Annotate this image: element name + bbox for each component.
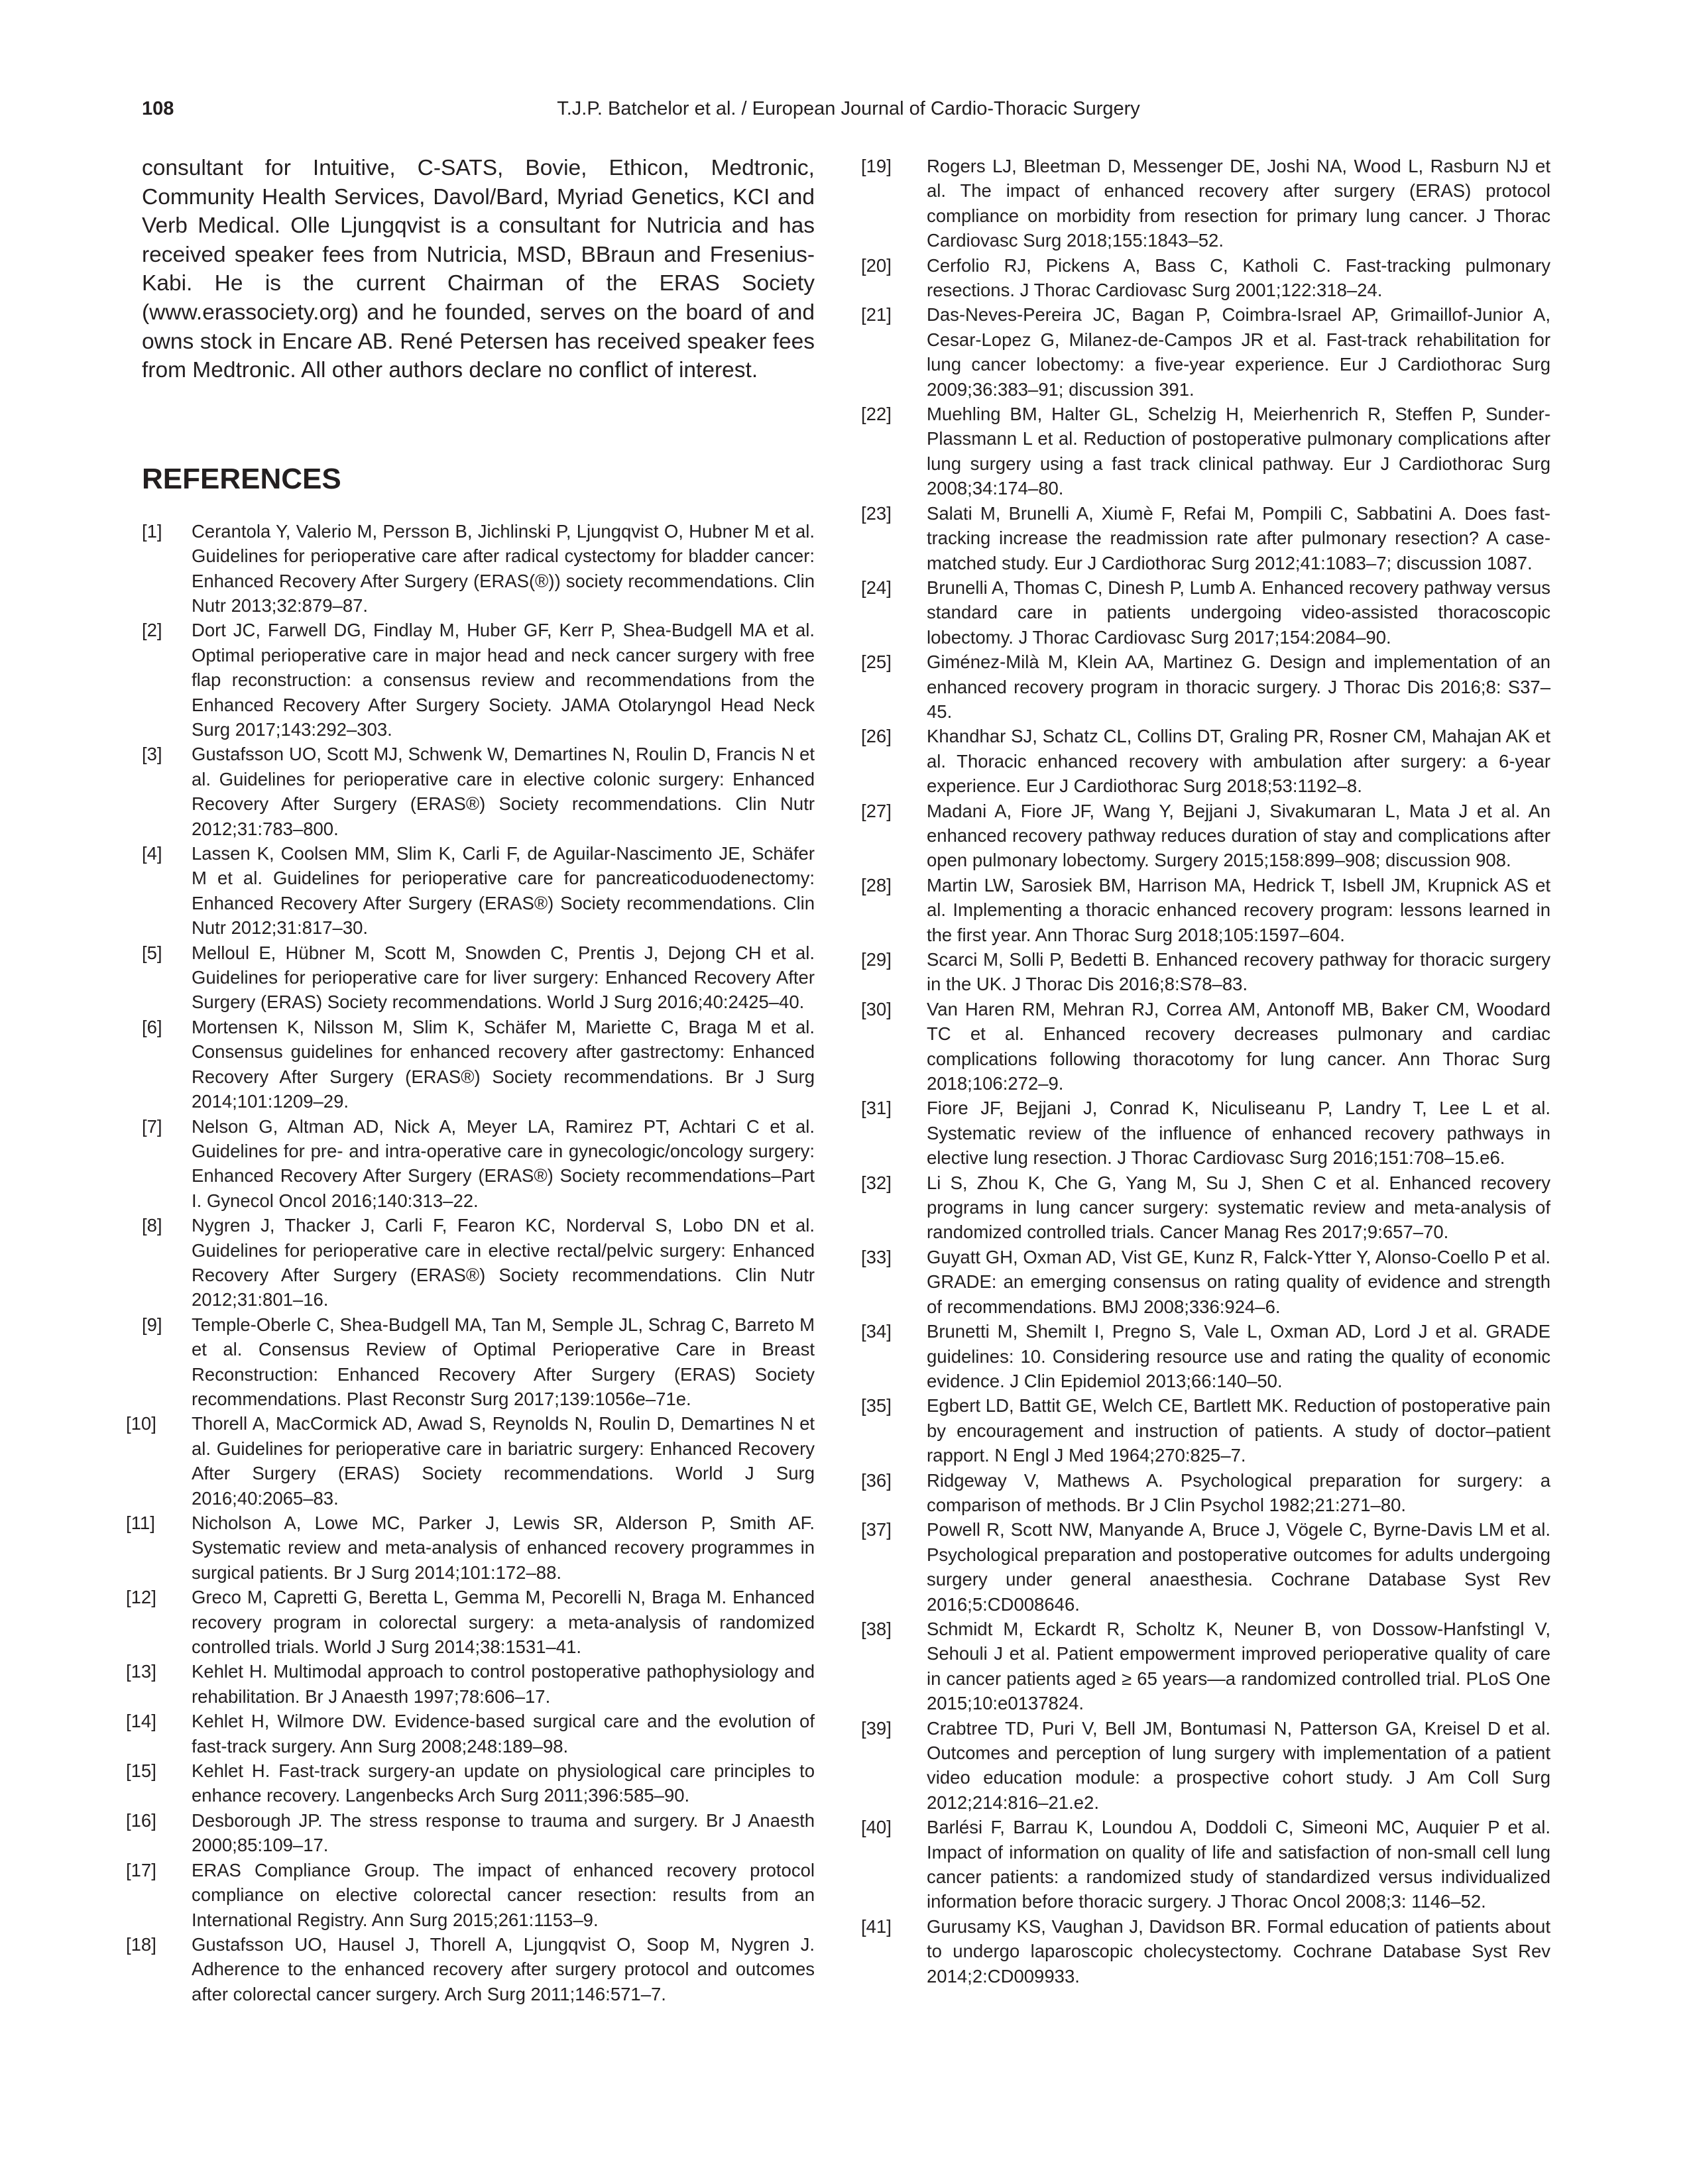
reference-item [126, 1511, 815, 1585]
reference-item [126, 1758, 815, 1808]
page-number: 108 [142, 98, 174, 119]
reference-text: Scarci M, Solli P, Bedetti B. Enhanced recovery pathway for thoracic surgery in the UK. J Thorac Dis 2016;8:S78–83. [927, 949, 1550, 995]
references-heading: REFERENCES [142, 462, 341, 495]
reference-item [861, 1393, 1550, 1467]
reference-item [142, 841, 815, 941]
reference-item [126, 1709, 815, 1758]
reference-text: Giménez-Milà M, Klein AA, Martinez G. Design and implementation of an enhanced recovery program in thoracic surgery. J Thorac Dis 2016;8: S37–45. [927, 652, 1550, 722]
reference-text: Mortensen K, Nilsson M, Slim K, Schäfer M, Mariette C, Braga M et al. Consensus guidelines for enhanced recovery after gastrectomy: Enhanced Recovery After Surgery (ERAS®) Society recommendations. Br J Surg 2014;101:1209–29. [192, 1016, 815, 1112]
reference-number: [26] [861, 726, 892, 747]
reference-number: [12] [126, 1587, 156, 1608]
reference-item [861, 1815, 1550, 1914]
reference-text: Li S, Zhou K, Che G, Yang M, Su J, Shen C et al. Enhanced recovery programs in lung cancer surgery: systematic review and meta-analysis of randomized controlled trials. Cancer Manag Res 2017;9:657–70. [927, 1172, 1550, 1243]
reference-number: [41] [861, 1916, 892, 1937]
reference-item [142, 742, 815, 841]
reference-text: Barlési F, Barrau K, Loundou A, Doddoli C, Simeoni MC, Auquier P et al. Impact of information on quality of life and satisfaction of non-small cell lung cancer patients: a randomized study of standardized versus individualized information before thoracic surgery. J Thorac Oncol 2008;3: 1146–52. [927, 1817, 1550, 1912]
reference-number: [23] [861, 502, 892, 524]
reference-item [861, 1096, 1550, 1170]
reference-number: [16] [126, 1810, 156, 1831]
reference-number: [24] [861, 577, 892, 598]
reference-item [861, 302, 1550, 402]
reference-text: Brunelli A, Thomas C, Dinesh P, Lumb A. Enhanced recovery pathway versus standard care in patients undergoing video-assisted thoracoscopic lobectomy. J Thorac Cardiovasc Surg 2017;154:2084–90. [927, 577, 1550, 648]
reference-number: [4] [142, 843, 162, 864]
reference-number: [27] [861, 800, 892, 821]
reference-item [861, 402, 1550, 501]
reference-number: [5] [142, 942, 162, 963]
reference-item [142, 1114, 815, 1214]
reference-number: [19] [861, 156, 892, 176]
reference-number: [14] [126, 1711, 156, 1732]
reference-number: [36] [861, 1469, 892, 1491]
reference-number: [11] [126, 1513, 155, 1533]
right-column [861, 154, 1550, 1988]
reference-text: Thorell A, MacCormick AD, Awad S, Reynolds N, Roulin D, Demartines N et al. Guidelines for perioperative care in bariatric surgery: Enhanced Recovery After Surgery (ERAS) Society recommendations. World J Surg 2016;40:2065–83. [192, 1413, 815, 1509]
reference-number: [15] [126, 1760, 156, 1782]
reference-item [142, 941, 815, 1015]
reference-item [126, 1585, 815, 1659]
reference-number: [2] [142, 620, 162, 641]
reference-number: [34] [861, 1321, 892, 1342]
running-head: T.J.P. Batchelor et al. / European Journal of Cardio-Thoracic Surgery [557, 98, 1140, 119]
reference-item [142, 1312, 815, 1412]
reference-item [861, 1914, 1550, 1988]
reference-number: [7] [142, 1116, 162, 1137]
reference-text: ERAS Compliance Group. The impact of enhanced recovery protocol compliance on elective colorectal cancer resection: results from an International Registry. Ann Surg 2015;261:1153–9. [192, 1859, 815, 1930]
reference-text: Schmidt M, Eckardt R, Scholtz K, Neuner B, von Dossow-Hanfstingl V, Sehouli J et al. Patient empowerment improved perioperative quality of care in cancer patients aged ≥ 65 years—a randomized controlled trial. PLoS One 2015;10:e0137824. [927, 1618, 1550, 1714]
reference-item [861, 1517, 1550, 1617]
reference-item [861, 1716, 1550, 1815]
reference-text: Kehlet H, Wilmore DW. Evidence-based surgical care and the evolution of fast-track surgery. Ann Surg 2008;248:189–98. [192, 1711, 815, 1756]
reference-list-right [861, 154, 1550, 1988]
reference-item [142, 618, 815, 742]
reference-text: Gustafsson UO, Scott MJ, Schwenk W, Demartines N, Roulin D, Francis N et al. Guidelines for perioperative care in elective colonic surgery: Enhanced Recovery After Surgery (ERAS®) Society recommendations. Clin Nutr 2012;31:783–800. [192, 744, 815, 839]
reference-number: [31] [861, 1098, 892, 1119]
reference-item [861, 154, 1550, 253]
reference-text: Dort JC, Farwell DG, Findlay M, Huber GF, Kerr P, Shea-Budgell MA et al. Optimal perioperative care in major head and neck cancer surgery with free flap reconstruction: a consensus review and recommendations from the Enhanced Recovery After Surgery Society. JAMA Otolaryngol Head Neck Surg 2017;143:292–303. [192, 620, 815, 740]
reference-text: Rogers LJ, Bleetman D, Messenger DE, Joshi NA, Wood L, Rasburn NJ et al. The impact of enhanced recovery after surgery (ERAS) protocol compliance on morbidity from resection for primary lung cancer. J Thorac Cardiovasc Surg 2018;155:1843–52. [927, 156, 1550, 251]
reference-text: Gustafsson UO, Hausel J, Thorell A, Ljungqvist O, Soop M, Nygren J. Adherence to the enhanced recovery after surgery protocol and outcomes after colorectal cancer surgery. Arch Surg 2011;146:571–7. [192, 1933, 815, 2004]
reference-item [142, 1213, 815, 1312]
reference-text: Van Haren RM, Mehran RJ, Correa AM, Antonoff MB, Baker CM, Woodard TC et al. Enhanced recovery decreases pulmonary and cardiac complications following thoracotomy for lung cancer. Ann Thorac Surg 2018;106:272–9. [927, 998, 1550, 1094]
reference-item [861, 997, 1550, 1096]
reference-text: Lassen K, Coolsen MM, Slim K, Carli F, de Aguilar-Nascimento JE, Schäfer M et al. Guidelines for perioperative care for pancreaticoduodenectomy: Enhanced Recovery After Surgery (ERAS®) Society recommendations. Clin Nutr 2012;31:817–30. [192, 843, 815, 939]
reference-item [861, 873, 1550, 947]
reference-number: [40] [861, 1817, 892, 1838]
reference-item [861, 799, 1550, 873]
reference-number: [20] [861, 255, 892, 276]
reference-number: [10] [126, 1413, 156, 1434]
reference-item [861, 1617, 1550, 1716]
reference-text: Nicholson A, Lowe MC, Parker J, Lewis SR, Alderson P, Smith AF. Systematic review and meta-analysis of enhanced recovery programmes in surgical patients. Br J Surg 2014;101:172–88. [192, 1513, 815, 1583]
reference-text: Ridgeway V, Mathews A. Psychological preparation for surgery: a comparison of methods. Br J Clin Psychol 1982;21:271–80. [927, 1469, 1550, 1515]
reference-item [861, 1468, 1550, 1518]
reference-item [861, 947, 1550, 997]
reference-item [126, 1858, 815, 1932]
reference-item [861, 1171, 1550, 1245]
reference-number: [37] [861, 1519, 892, 1540]
left-column [126, 154, 815, 2006]
reference-list-left [126, 519, 815, 2006]
reference-number: [35] [861, 1395, 892, 1416]
reference-text: Madani A, Fiore JF, Wang Y, Bejjani J, Sivakumaran L, Mata J et al. An enhanced recovery pathway reduces duration of stay and complications after open pulmonary lobectomy. Surgery 2015;158:899–908; discussion 908. [927, 800, 1550, 871]
reference-number: [38] [861, 1618, 892, 1639]
reference-text: Desborough JP. The stress response to trauma and surgery. Br J Anaesth 2000;85:109–17. [192, 1810, 815, 1856]
reference-number: [1] [142, 520, 162, 542]
reference-number: [32] [861, 1172, 892, 1193]
reference-number: [3] [142, 744, 162, 765]
reference-text: Cerantola Y, Valerio M, Persson B, Jichlinski P, Ljungqvist O, Hubner M et al. Guidelines for perioperative care after radical cystectomy for bladder cancer: Enhanced Recovery After Surgery (ERAS(®)) society recommendations. Clin Nutr 2013;32:879–87. [192, 520, 815, 616]
reference-item [142, 1015, 815, 1114]
reference-text: Kehlet H. Multimodal approach to control postoperative pathophysiology and rehabilitation. Br J Anaesth 1997;78:606–17. [192, 1661, 815, 1707]
reference-text: Khandhar SJ, Schatz CL, Collins DT, Graling PR, Rosner CM, Mahajan AK et al. Thoracic enhanced recovery with ambulation after surgery: a 6-year experience. Eur J Cardiothorac Surg 2018;53:1192–8. [927, 726, 1550, 797]
reference-text: Muehling BM, Halter GL, Schelzig H, Meierhenrich R, Steffen P, Sunder-Plassmann L et al. Reduction of postoperative pulmonary complications after lung surgery using a fast track clinical pathway. Eur J Cardiothorac Surg 2008;34:174–80. [927, 404, 1550, 499]
reference-text: Melloul E, Hübner M, Scott M, Snowden C, Prentis J, Dejong CH et al. Guidelines for perioperative care for liver surgery: Enhanced Recovery After Surgery (ERAS) Society recommendations. World J Surg 2016;40:2425–40. [192, 942, 815, 1013]
reference-item [126, 1808, 815, 1858]
page-header [142, 94, 1555, 123]
reference-number: [33] [861, 1246, 892, 1267]
reference-item [861, 1319, 1550, 1393]
reference-number: [17] [126, 1859, 156, 1880]
reference-item [142, 519, 815, 618]
reference-number: [29] [861, 949, 892, 970]
reference-number: [9] [142, 1314, 162, 1335]
reference-text: Crabtree TD, Puri V, Bell JM, Bontumasi N, Patterson GA, Kreisel D et al. Outcomes and perception of lung surgery with implementation of a patient video education module: a prospective cohort study. J Am Coll Surg 2012;214:816–21.e2. [927, 1717, 1550, 1813]
reference-number: [8] [142, 1215, 162, 1236]
reference-item [861, 1245, 1550, 1319]
reference-text: Salati M, Brunelli A, Xiumè F, Refai M, Pompili C, Sabbatini A. Does fast-tracking increase the readmission rate after pulmonary resection? A case-matched study. Eur J Cardiothorac Surg 2012;41:1083–7; discussion 1087. [927, 502, 1550, 573]
reference-text: Brunetti M, Shemilt I, Pregno S, Vale L, Oxman AD, Lord J et al. GRADE guidelines: 10. Considering resource use and rating the quality of economic evidence. J Clin Epidemiol 2013;66:140–50. [927, 1321, 1550, 1391]
reference-text: Greco M, Capretti G, Beretta L, Gemma M, Pecorelli N, Braga M. Enhanced recovery program in colorectal surgery: a meta-analysis of randomized controlled trials. World J Surg 2014;38:1531–41. [192, 1587, 815, 1658]
reference-number: [13] [126, 1661, 156, 1682]
reference-text: Powell R, Scott NW, Manyande A, Bruce J, Vögele C, Byrne-Davis LM et al. Psychological preparation and postoperative outcomes for adults undergoing surgery under general anaesthesia. Cochrane Database Syst Rev 2016;5:CD008646. [927, 1519, 1550, 1615]
reference-text: Gurusamy KS, Vaughan J, Davidson BR. Formal education of patients about to undergo laparoscopic cholecystectomy. Cochrane Database Syst Rev 2014;2:CD009933. [927, 1916, 1550, 1986]
reference-item [861, 650, 1550, 724]
reference-number: [25] [861, 652, 892, 673]
reference-number: [21] [861, 304, 892, 325]
reference-number: [22] [861, 404, 892, 425]
reference-item [861, 724, 1550, 798]
reference-text: Nygren J, Thacker J, Carli F, Fearon KC, Norderval S, Lobo DN et al. Guidelines for perioperative care in elective rectal/pelvic surgery: Enhanced Recovery After Surgery (ERAS®) Society recommendations. Clin Nutr 2012;31:801–16. [192, 1215, 815, 1310]
reference-item [861, 501, 1550, 575]
reference-text: Egbert LD, Battit GE, Welch CE, Bartlett MK. Reduction of postoperative pain by encouragement and instruction of patients. A study of doctor–patient rapport. N Engl J Med 1964;270:825–7. [927, 1395, 1550, 1466]
reference-text: Guyatt GH, Oxman AD, Vist GE, Kunz R, Falck-Ytter Y, Alonso-Coello P et al. GRADE: an emerging consensus on rating quality of evidence and strength of recommendations. BMJ 2008;336:924–6. [927, 1246, 1550, 1317]
conflict-of-interest-paragraph: consultant for Intuitive, C-SATS, Bovie, Ethicon, Medtronic, Community Health Services, Davol/Bard, Myriad Genetics, KCI and Verb Medical. Olle Ljungqvist is a consultant for Nutricia and has received speaker fees from Nutricia, MSD, BBraun and Fresenius-Kabi. He is the current Chairman of the ERAS Society (www.erassociety.org) and he founded, serves on the board of and owns stock in Encare AB. René Petersen has received speaker fees from Medtronic. All other authors declare no conflict of interest. [142, 156, 815, 383]
reference-item [126, 1932, 815, 2006]
reference-text: Fiore JF, Bejjani J, Conrad K, Niculiseanu P, Landry T, Lee L et al. Systematic review of the influence of enhanced recovery pathways in elective lung resection. J Thorac Cardiovasc Surg 2016;151:708–15.e6. [927, 1098, 1550, 1169]
reference-item [126, 1659, 815, 1709]
reference-text: Kehlet H. Fast-track surgery-an update on physiological care principles to enhance recovery. Langenbecks Arch Surg 2011;396:585–90. [192, 1760, 815, 1806]
reference-item [861, 575, 1550, 650]
reference-text: Martin LW, Sarosiek BM, Harrison MA, Hedrick T, Isbell JM, Krupnick AS et al. Implementing a thoracic enhanced recovery program: lessons learned in the first year. Ann Thorac Surg 2018;105:1597–604. [927, 874, 1550, 945]
reference-number: [18] [126, 1933, 156, 1955]
reference-text: Nelson G, Altman AD, Nick A, Meyer LA, Ramirez PT, Achtari C et al. Guidelines for pre- and intra-operative care in gynecologic/oncology surgery: Enhanced Recovery After Surgery (ERAS®) Society recommendations–Part I. Gynecol Oncol 2016;140:313–22. [192, 1116, 815, 1211]
reference-number: [39] [861, 1717, 892, 1739]
reference-number: [30] [861, 998, 892, 1019]
reference-text: Cerfolio RJ, Pickens A, Bass C, Katholi C. Fast-tracking pulmonary resections. J Thorac Cardiovasc Surg 2001;122:318–24. [927, 255, 1550, 301]
reference-number: [6] [142, 1016, 162, 1037]
reference-item [126, 1411, 815, 1511]
reference-text: Das-Neves-Pereira JC, Bagan P, Coimbra-Israel AP, Grimaillof-Junior A, Cesar-Lopez G, Milanez-de-Campos JR et al. Fast-track rehabilitation for lung cancer lobectomy: a five-year experience. Eur J Cardiothorac Surg 2009;36:383–91; discussion 391. [927, 304, 1550, 400]
reference-text: Temple-Oberle C, Shea-Budgell MA, Tan M, Semple JL, Schrag C, Barreto M et al. Consensus Review of Optimal Perioperative Care in Breast Reconstruction: Enhanced Recovery After Surgery (ERAS) Society recommendations. Plast Reconstr Surg 2017;139:1056e–71e. [192, 1314, 815, 1409]
reference-item [861, 253, 1550, 303]
reference-number: [28] [861, 874, 892, 895]
